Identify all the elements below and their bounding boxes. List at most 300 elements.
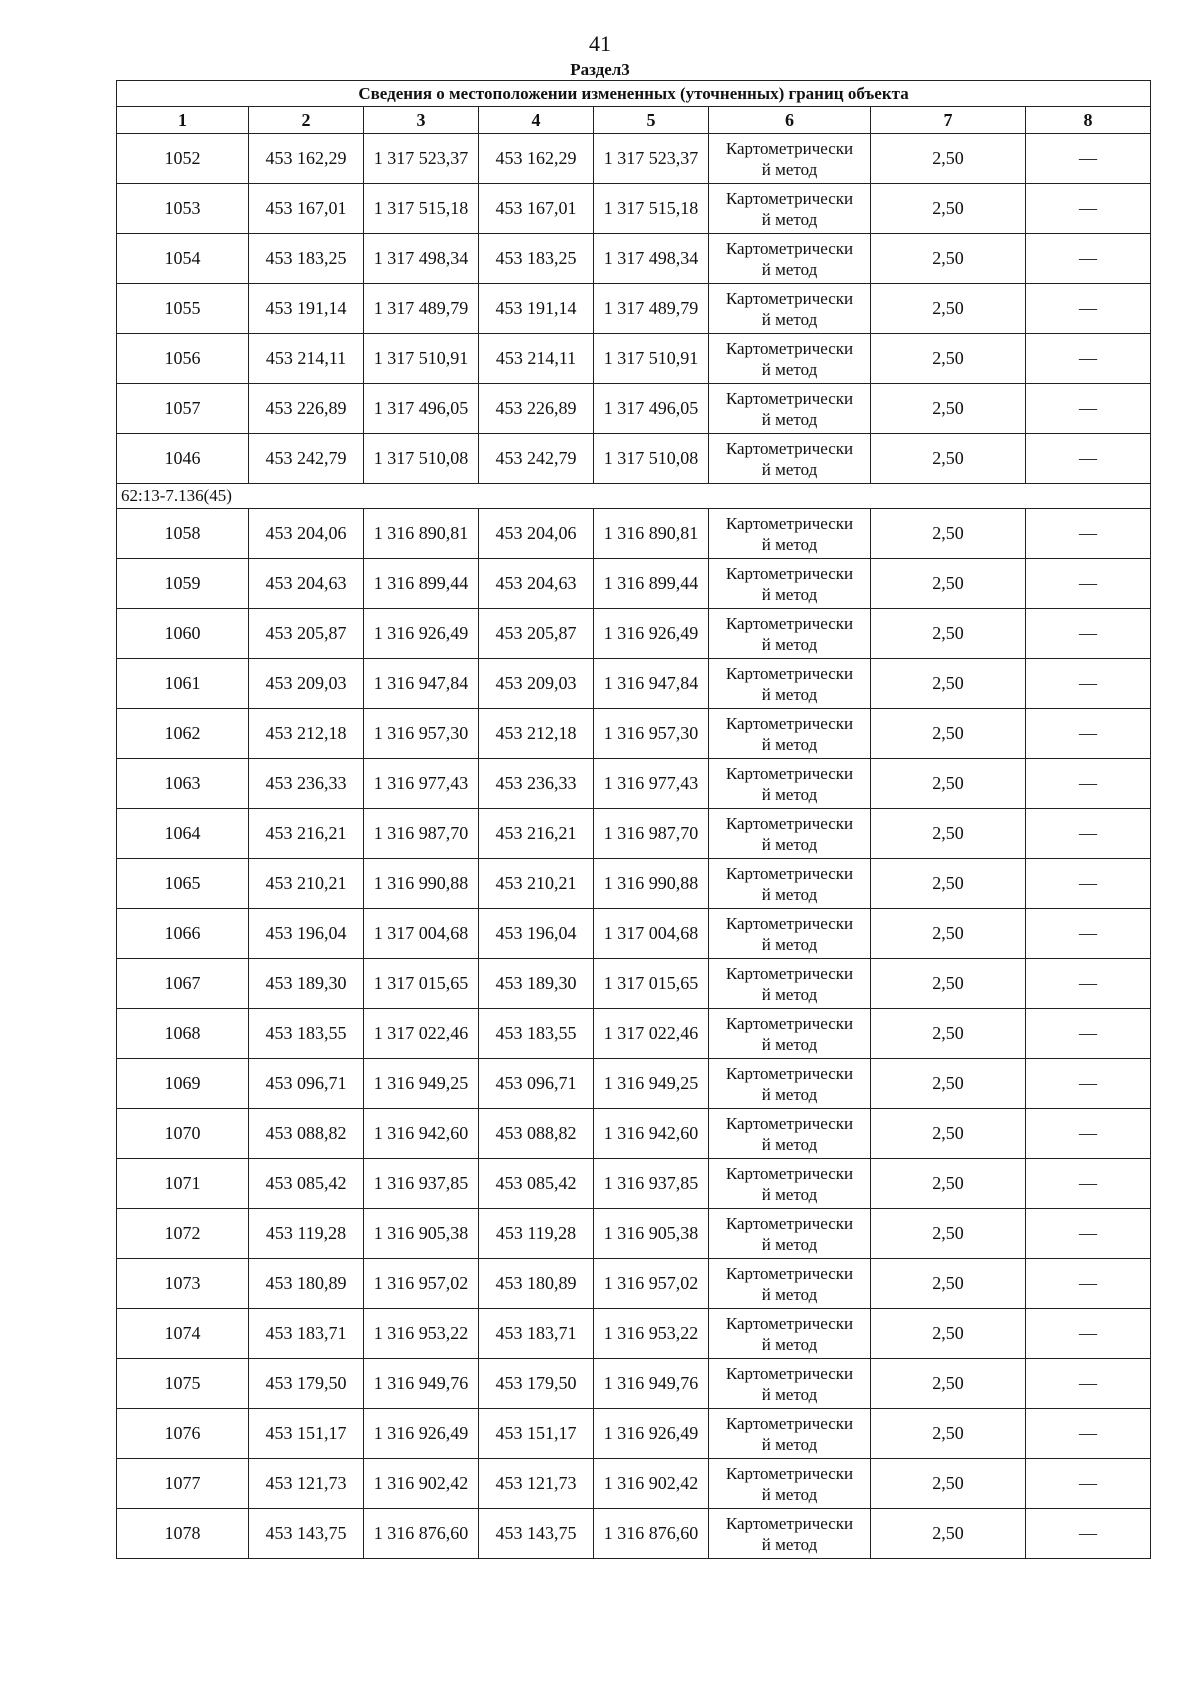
empty-dash: — [1026,809,1151,859]
method-cell [709,1209,871,1259]
method-cell [709,134,871,184]
method-line-2: й метод [761,1134,818,1154]
empty-dash: — [1026,909,1151,959]
method-line-2: й метод [761,934,818,954]
method-line-2: й метод [761,784,818,804]
coord-x-existing: 453 183,25 [249,234,364,284]
method-cell [709,1509,871,1559]
table-row [117,559,1151,609]
empty-dash: — [1026,959,1151,1009]
coord-y-existing: 1 317 515,18 [364,184,479,234]
table-row [117,184,1151,234]
coord-x-new: 453 216,21 [479,809,594,859]
method-cell [709,1409,871,1459]
empty-dash: — [1026,709,1151,759]
method-cell [709,234,871,284]
method-line-1: Картометрически [725,913,854,933]
accuracy-value: 2,50 [871,1009,1026,1059]
column-number-4: 4 [479,107,594,134]
coord-x-new: 453 085,42 [479,1159,594,1209]
coord-y-existing: 1 316 926,49 [364,609,479,659]
method-line-1: Картометрически [725,1063,854,1083]
coord-x-new: 453 183,55 [479,1009,594,1059]
empty-dash: — [1026,1209,1151,1259]
coord-y-new: 1 316 890,81 [594,509,709,559]
coord-x-existing: 453 096,71 [249,1059,364,1109]
point-number: 1060 [117,609,249,659]
method-cell [709,184,871,234]
coord-y-new: 1 316 905,38 [594,1209,709,1259]
coord-y-new: 1 316 899,44 [594,559,709,609]
point-number: 1059 [117,559,249,609]
method-line-2: й метод [761,209,818,229]
coord-x-new: 453 119,28 [479,1209,594,1259]
table-row [117,1309,1151,1359]
coord-x-existing: 453 196,04 [249,909,364,959]
coord-y-new: 1 316 949,25 [594,1059,709,1109]
accuracy-value: 2,50 [871,959,1026,1009]
method-line-2: й метод [761,884,818,904]
coord-x-new: 453 088,82 [479,1109,594,1159]
coord-x-new: 453 167,01 [479,184,594,234]
coord-x-existing: 453 180,89 [249,1259,364,1309]
coord-y-existing: 1 316 937,85 [364,1159,479,1209]
point-number: 1074 [117,1309,249,1359]
coord-y-existing: 1 316 957,30 [364,709,479,759]
empty-dash: — [1026,1509,1151,1559]
method-cell [709,1259,871,1309]
coord-y-new: 1 316 942,60 [594,1109,709,1159]
empty-dash: — [1026,334,1151,384]
empty-dash: — [1026,384,1151,434]
method-line-2: й метод [761,984,818,1004]
coord-x-existing: 453 210,21 [249,859,364,909]
method-line-2: й метод [761,1534,818,1554]
method-line-1: Картометрически [725,613,854,633]
coord-x-new: 453 210,21 [479,859,594,909]
coord-x-new: 453 183,71 [479,1309,594,1359]
coord-y-new: 1 316 876,60 [594,1509,709,1559]
method-line-2: й метод [761,159,818,179]
accuracy-value: 2,50 [871,1209,1026,1259]
accuracy-value: 2,50 [871,509,1026,559]
coord-x-existing: 453 209,03 [249,659,364,709]
method-line-2: й метод [761,1034,818,1054]
table-row [117,759,1151,809]
method-cell [709,959,871,1009]
method-cell [709,559,871,609]
coord-x-new: 453 209,03 [479,659,594,709]
method-line-1: Картометрически [725,1113,854,1133]
method-line-1: Картометрически [725,1013,854,1033]
point-number: 1052 [117,134,249,184]
method-cell [709,509,871,559]
accuracy-value: 2,50 [871,1059,1026,1109]
method-line-2: й метод [761,1084,818,1104]
column-number-2: 2 [249,107,364,134]
empty-dash: — [1026,1309,1151,1359]
coord-x-new: 453 204,63 [479,559,594,609]
point-number: 1075 [117,1359,249,1409]
empty-dash: — [1026,1009,1151,1059]
point-number: 1067 [117,959,249,1009]
page-number: 41 [589,31,611,56]
empty-dash: — [1026,184,1151,234]
empty-dash: — [1026,659,1151,709]
table-row [117,1459,1151,1509]
method-line-2: й метод [761,1334,818,1354]
empty-dash: — [1026,559,1151,609]
coord-y-new: 1 316 957,02 [594,1259,709,1309]
accuracy-value: 2,50 [871,234,1026,284]
column-number-6: 6 [709,107,871,134]
method-line-2: й метод [761,1384,818,1404]
point-number: 1066 [117,909,249,959]
coord-x-existing: 453 143,75 [249,1509,364,1559]
coord-y-new: 1 316 953,22 [594,1309,709,1359]
empty-dash: — [1026,609,1151,659]
coord-x-new: 453 212,18 [479,709,594,759]
coord-x-existing: 453 191,14 [249,284,364,334]
coord-x-existing: 453 204,63 [249,559,364,609]
column-number-7: 7 [871,107,1026,134]
method-line-2: й метод [761,1284,818,1304]
coord-x-existing: 453 179,50 [249,1359,364,1409]
table-row [117,1209,1151,1259]
coord-x-new: 453 226,89 [479,384,594,434]
accuracy-value: 2,50 [871,434,1026,484]
method-cell [709,1309,871,1359]
coord-y-existing: 1 316 987,70 [364,809,479,859]
table-row [117,659,1151,709]
table-row [117,1259,1151,1309]
table-row [117,384,1151,434]
method-cell [709,909,871,959]
table-row [117,1359,1151,1409]
empty-dash: — [1026,1459,1151,1509]
coord-y-existing: 1 317 015,65 [364,959,479,1009]
coord-y-existing: 1 317 004,68 [364,909,479,959]
method-line-2: й метод [761,1234,818,1254]
coord-y-new: 1 316 926,49 [594,609,709,659]
coord-x-new: 453 179,50 [479,1359,594,1409]
method-line-2: й метод [761,359,818,379]
point-number: 1071 [117,1159,249,1209]
coord-x-new: 453 096,71 [479,1059,594,1109]
method-line-1: Картометрически [725,388,854,408]
coord-y-existing: 1 316 949,25 [364,1059,479,1109]
method-line-1: Картометрически [725,863,854,883]
point-number: 1054 [117,234,249,284]
coord-x-new: 453 204,06 [479,509,594,559]
coord-y-existing: 1 317 022,46 [364,1009,479,1059]
coord-y-new: 1 317 015,65 [594,959,709,1009]
method-line-1: Картометрически [725,963,854,983]
table-row [117,609,1151,659]
method-cell [709,1159,871,1209]
point-number: 1046 [117,434,249,484]
point-number: 1068 [117,1009,249,1059]
method-line-1: Картометрически [725,1263,854,1283]
coord-x-existing: 453 121,73 [249,1459,364,1509]
method-line-1: Картометрически [725,1363,854,1383]
method-line-1: Картометрически [725,1413,854,1433]
method-cell [709,759,871,809]
point-number: 1055 [117,284,249,334]
method-line-2: й метод [761,409,818,429]
accuracy-value: 2,50 [871,134,1026,184]
table-row [117,284,1151,334]
empty-dash: — [1026,1109,1151,1159]
method-cell [709,659,871,709]
coord-y-new: 1 317 523,37 [594,134,709,184]
point-number: 1072 [117,1209,249,1259]
method-cell [709,609,871,659]
method-line-1: Картометрически [725,238,854,258]
empty-dash: — [1026,134,1151,184]
table-row [117,334,1151,384]
table-row [117,1009,1151,1059]
accuracy-value: 2,50 [871,659,1026,709]
coord-y-existing: 1 317 510,08 [364,434,479,484]
accuracy-value: 2,50 [871,1359,1026,1409]
point-number: 1076 [117,1409,249,1459]
coord-y-new: 1 317 498,34 [594,234,709,284]
coord-x-existing: 453 214,11 [249,334,364,384]
method-line-1: Картометрически [725,438,854,458]
coord-y-existing: 1 316 957,02 [364,1259,479,1309]
column-number-5: 5 [594,107,709,134]
table-row [117,509,1151,559]
method-line-2: й метод [761,584,818,604]
table-row [117,234,1151,284]
coord-y-existing: 1 316 942,60 [364,1109,479,1159]
method-line-2: й метод [761,684,818,704]
table-row [117,959,1151,1009]
coord-x-existing: 453 088,82 [249,1109,364,1159]
method-line-1: Картометрически [725,1213,854,1233]
coord-x-new: 453 162,29 [479,134,594,184]
section-title: Раздел3 [570,60,630,79]
coord-y-new: 1 316 937,85 [594,1159,709,1209]
coord-x-existing: 453 236,33 [249,759,364,809]
empty-dash: — [1026,1409,1151,1459]
method-line-2: й метод [761,634,818,654]
method-line-2: й метод [761,1434,818,1454]
table-row [117,1059,1151,1109]
coord-y-new: 1 317 510,91 [594,334,709,384]
coord-x-existing: 453 205,87 [249,609,364,659]
coord-x-new: 453 180,89 [479,1259,594,1309]
coord-y-existing: 1 316 899,44 [364,559,479,609]
coord-x-existing: 453 119,28 [249,1209,364,1259]
point-number: 1061 [117,659,249,709]
coord-y-existing: 1 316 905,38 [364,1209,479,1259]
method-line-1: Картометрически [725,188,854,208]
method-line-1: Картометрически [725,563,854,583]
method-cell [709,1059,871,1109]
coord-x-new: 453 183,25 [479,234,594,284]
table-row [117,709,1151,759]
method-line-1: Картометрически [725,513,854,533]
table-body [117,134,1151,1559]
coord-x-existing: 453 167,01 [249,184,364,234]
accuracy-value: 2,50 [871,184,1026,234]
empty-dash: — [1026,759,1151,809]
coord-y-new: 1 316 977,43 [594,759,709,809]
accuracy-value: 2,50 [871,859,1026,909]
coord-y-new: 1 316 990,88 [594,859,709,909]
coord-x-new: 453 205,87 [479,609,594,659]
coord-y-new: 1 316 949,76 [594,1359,709,1409]
method-line-1: Картометрически [725,663,854,683]
table-row [117,909,1151,959]
accuracy-value: 2,50 [871,1409,1026,1459]
column-number-8: 8 [1026,107,1151,134]
point-number: 1073 [117,1259,249,1309]
coord-x-existing: 453 226,89 [249,384,364,434]
point-number: 1065 [117,859,249,909]
coord-x-new: 453 191,14 [479,284,594,334]
point-number: 1056 [117,334,249,384]
table-row [117,1509,1151,1559]
coord-x-new: 453 143,75 [479,1509,594,1559]
method-cell [709,709,871,759]
coord-x-existing: 453 183,55 [249,1009,364,1059]
coord-x-existing: 453 212,18 [249,709,364,759]
accuracy-value: 2,50 [871,559,1026,609]
table-row [117,134,1151,184]
method-cell [709,1359,871,1409]
method-line-1: Картометрически [725,763,854,783]
method-cell [709,334,871,384]
method-cell [709,859,871,909]
empty-dash: — [1026,434,1151,484]
accuracy-value: 2,50 [871,1259,1026,1309]
accuracy-value: 2,50 [871,1159,1026,1209]
column-number-row [117,107,1151,134]
method-line-1: Картометрически [725,1163,854,1183]
point-number: 1058 [117,509,249,559]
method-line-2: й метод [761,309,818,329]
method-cell [709,384,871,434]
method-line-1: Картометрически [725,288,854,308]
point-number: 1057 [117,384,249,434]
coord-x-new: 453 236,33 [479,759,594,809]
method-line-2: й метод [761,734,818,754]
accuracy-value: 2,50 [871,284,1026,334]
coord-y-new: 1 316 987,70 [594,809,709,859]
point-number: 1063 [117,759,249,809]
empty-dash: — [1026,1159,1151,1209]
coord-y-existing: 1 316 876,60 [364,1509,479,1559]
group-label: 62:13-7.136(45) [117,484,1151,509]
method-line-2: й метод [761,1484,818,1504]
table-row [117,434,1151,484]
accuracy-value: 2,50 [871,1309,1026,1359]
empty-dash: — [1026,509,1151,559]
accuracy-value: 2,50 [871,384,1026,434]
accuracy-value: 2,50 [871,1459,1026,1509]
coord-y-new: 1 316 947,84 [594,659,709,709]
method-cell [709,1109,871,1159]
method-line-2: й метод [761,459,818,479]
coord-x-new: 453 196,04 [479,909,594,959]
accuracy-value: 2,50 [871,759,1026,809]
method-cell [709,284,871,334]
coord-x-existing: 453 242,79 [249,434,364,484]
boundary-coordinates-table [116,80,1151,1559]
accuracy-value: 2,50 [871,809,1026,859]
coord-y-new: 1 317 022,46 [594,1009,709,1059]
coord-x-existing: 453 162,29 [249,134,364,184]
coord-y-new: 1 317 004,68 [594,909,709,959]
coord-x-new: 453 189,30 [479,959,594,1009]
coord-y-existing: 1 316 947,84 [364,659,479,709]
point-number: 1069 [117,1059,249,1109]
point-number: 1053 [117,184,249,234]
method-line-2: й метод [761,534,818,554]
method-line-1: Картометрически [725,713,854,733]
coord-y-new: 1 316 926,49 [594,1409,709,1459]
empty-dash: — [1026,1359,1151,1409]
method-cell [709,434,871,484]
empty-dash: — [1026,234,1151,284]
method-line-1: Картометрически [725,1313,854,1333]
table-row [117,1409,1151,1459]
point-number: 1078 [117,1509,249,1559]
method-line-2: й метод [761,259,818,279]
coord-y-new: 1 317 510,08 [594,434,709,484]
group-row [117,484,1151,509]
method-line-2: й метод [761,1184,818,1204]
coord-y-existing: 1 316 902,42 [364,1459,479,1509]
table-row [117,1159,1151,1209]
empty-dash: — [1026,284,1151,334]
column-number-1: 1 [117,107,249,134]
coord-y-existing: 1 317 489,79 [364,284,479,334]
coord-y-new: 1 317 489,79 [594,284,709,334]
coord-x-existing: 453 151,17 [249,1409,364,1459]
accuracy-value: 2,50 [871,709,1026,759]
coord-y-existing: 1 316 990,88 [364,859,479,909]
column-number-3: 3 [364,107,479,134]
coord-y-existing: 1 316 953,22 [364,1309,479,1359]
coord-x-existing: 453 189,30 [249,959,364,1009]
coord-y-new: 1 317 515,18 [594,184,709,234]
method-line-1: Картометрически [725,1513,854,1533]
method-cell [709,1009,871,1059]
coord-y-new: 1 316 902,42 [594,1459,709,1509]
coord-y-existing: 1 317 523,37 [364,134,479,184]
accuracy-value: 2,50 [871,1109,1026,1159]
coord-x-existing: 453 204,06 [249,509,364,559]
coord-y-existing: 1 317 510,91 [364,334,479,384]
point-number: 1070 [117,1109,249,1159]
coord-x-existing: 453 183,71 [249,1309,364,1359]
coord-y-new: 1 316 957,30 [594,709,709,759]
table-row [117,1109,1151,1159]
empty-dash: — [1026,1059,1151,1109]
method-line-1: Картометрически [725,1463,854,1483]
accuracy-value: 2,50 [871,1509,1026,1559]
method-line-1: Картометрически [725,138,854,158]
method-line-1: Картометрически [725,813,854,833]
coord-y-existing: 1 317 498,34 [364,234,479,284]
coord-y-existing: 1 316 926,49 [364,1409,479,1459]
accuracy-value: 2,50 [871,909,1026,959]
point-number: 1062 [117,709,249,759]
